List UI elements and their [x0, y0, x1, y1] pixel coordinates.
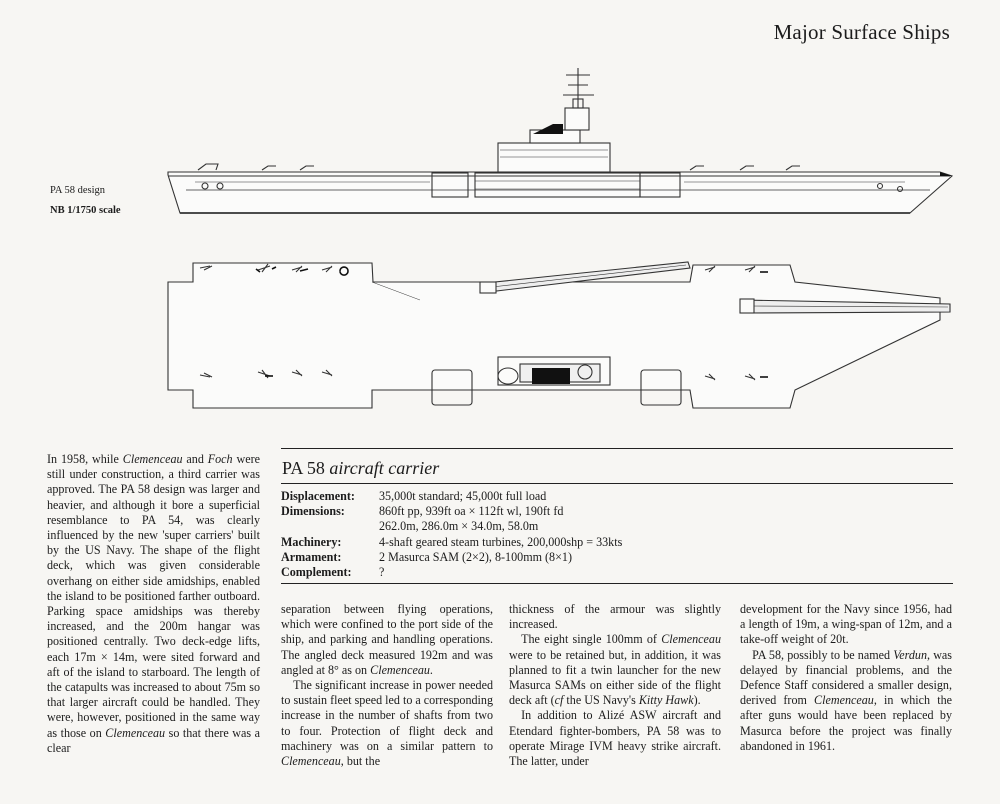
ship-profile-drawing	[0, 60, 1000, 220]
specification-table	[281, 448, 953, 584]
intro-paragraph: In 1958, while Clemenceau and Foch were still under construction, a third carrier was approved. The PA 58 design was larger and heavier, and although it bore a superficial resemblance to PA 54, was clearly influenced by the new 'super carriers' built by the US Navy. The shape of the flight deck, which was given considerable overhang on either side amidships, enabled the island to be positioned farther outboard. Parking space amidships was thereby increased, and the 200m hangar was positioned centrally. Two deck-edge lifts, each 17m × 14m, were sited forward and aft of the island to starboard. The length of the catapults was increased to about 75m so that larger aircraft could be handled. They were, however, positioned in the same way as those on Clemenceau so that there was a clear	[47, 452, 260, 755]
col3-paragraph-3: In addition to Alizé ASW aircraft and Etendard fighter-bombers, PA 58 was to operate Mirage IVM heavy strike aircraft. The latter, under	[509, 708, 721, 769]
col2-paragraph-1: separation between flying operations, which were confined to the port side of the ship, and parking and handling operations. The angled deck measured 192m and was angled at 8° as on Clemenceau.	[281, 602, 493, 677]
spec-title: PA 58 aircraft carrier	[281, 449, 953, 484]
text-column-2	[281, 602, 493, 769]
col3-paragraph-2: The eight single 100mm of Clemenceau were to be retained but, in addition, it was planned to fit a twin launcher for the new Masurca SAMs on either side of the flight deck aft (cf the US Navy's Kitty Hawk).	[509, 632, 721, 708]
text-column-4	[740, 602, 952, 754]
spec-row-displacement: Displacement: 35,000t standard; 45,000t full load	[281, 489, 547, 503]
col3-paragraph-1: thickness of the armour was slightly increased.	[509, 602, 721, 632]
col4-paragraph-1: development for the Navy since 1956, had a length of 19m, a wing-span of 12m, and a take-off weight of 20t.	[740, 602, 952, 647]
ship-plan-drawing	[0, 245, 1000, 415]
text-column-3	[509, 602, 721, 769]
spec-row-dimensions: Dimensions: 860ft pp, 939ft oa × 112ft wl, 190ft fd	[281, 504, 564, 519]
spec-row-armament: Armament: 2 Masurca SAM (2×2), 8-100mm (8×1)	[281, 549, 573, 564]
page-header-title: Major Surface Ships	[773, 20, 950, 44]
intro-column	[47, 452, 260, 756]
drawing-caption-design: PA 58 design	[50, 185, 106, 196]
col2-paragraph-2: The significant increase in power needed to sustain fleet speed led to a corresponding increase in the number of shafts from two to four. Protection of flight deck and machinery was on a similar pattern to Clemenceau, but the	[281, 678, 493, 769]
drawing-caption-scale: NB 1/1750 scale	[50, 205, 121, 216]
spec-row-dimensions-metric: 262.0m, 286.0m × 34.0m, 58.0m	[379, 519, 539, 534]
col4-paragraph-2: PA 58, possibly to be named Verdun, was delayed by financial problems, and the Defence Staff considered a smaller design, derived from Clemenceau, in which the after guns would have been replaced by Masurca before the project was finally abandoned in 1961.	[740, 647, 952, 753]
spec-row-machinery: Machinery: 4-shaft geared steam turbines, 200,000shp = 33kts	[281, 534, 623, 549]
spec-row-complement: Complement: ?	[281, 565, 385, 580]
